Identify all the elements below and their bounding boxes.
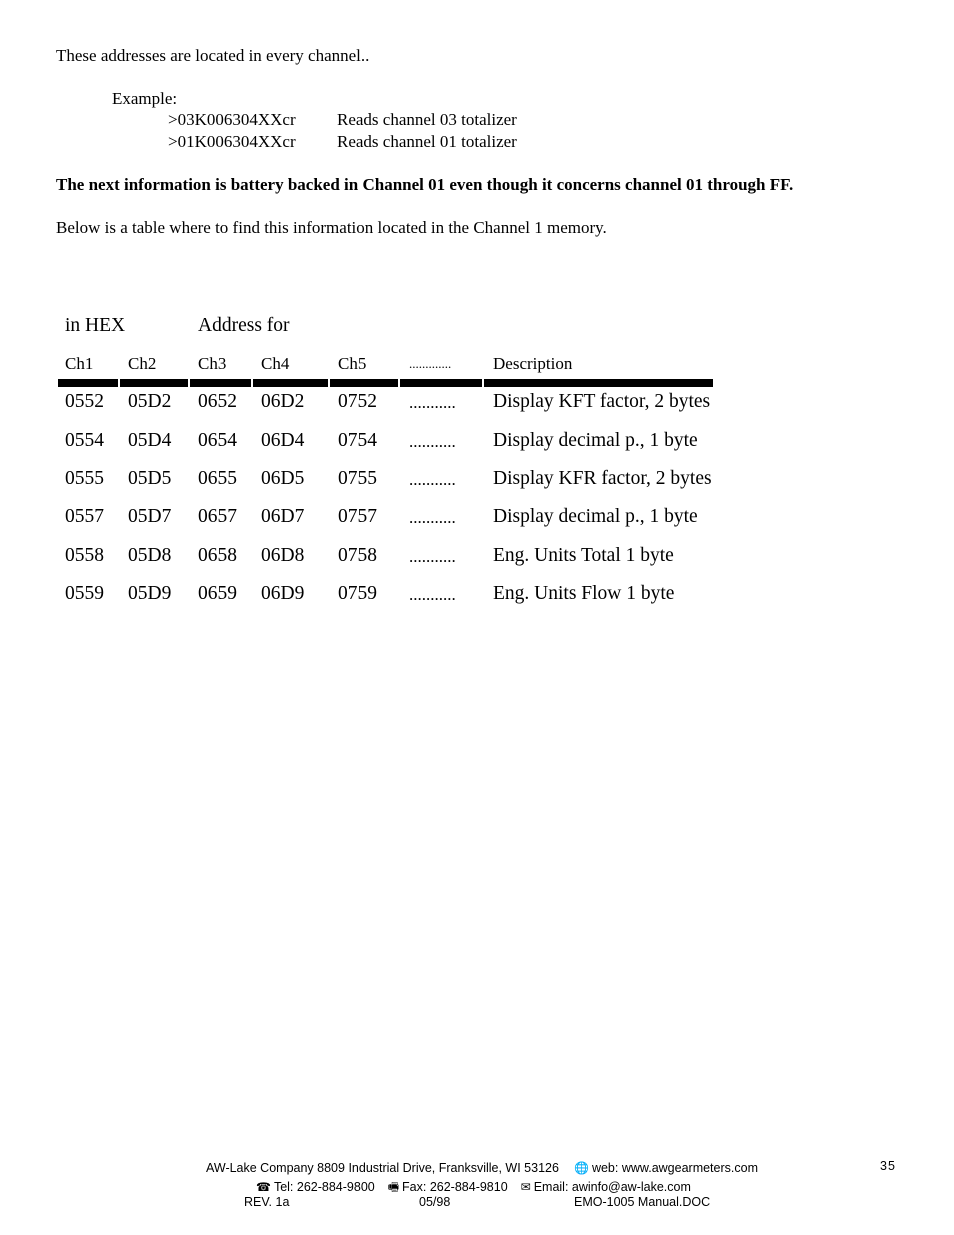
cell-ch1: 0552 (65, 391, 104, 412)
cell-ch4: 06D4 (261, 430, 305, 451)
cell-ch3: 0655 (198, 468, 237, 489)
intro-text: These addresses are located in every channel.. (56, 46, 370, 65)
header-rule (330, 379, 398, 387)
footer-tel: Tel: 262-884-9800 (273, 1180, 375, 1194)
globe-icon: 🌐 (574, 1161, 589, 1175)
cell-ch2: 05D2 (128, 391, 172, 412)
cell-ch5: 0757 (338, 506, 377, 527)
header-rule (253, 379, 328, 387)
cell-ch4: 06D7 (261, 506, 305, 527)
cell-ch3: 0652 (198, 391, 237, 412)
footer-web (574, 1161, 758, 1175)
cell-ch4: 06D8 (261, 545, 305, 566)
cell-dots: ........... (409, 547, 456, 566)
cell-ch3: 0658 (198, 545, 237, 566)
header-description: Description (493, 354, 573, 373)
header-rule (400, 379, 482, 387)
cell-ch5: 0758 (338, 545, 377, 566)
header-rule (58, 379, 118, 387)
email-icon: ✉ (520, 1180, 531, 1194)
cell-ch2: 05D5 (128, 468, 172, 489)
cell-dots: ........... (409, 393, 456, 412)
example-command-1: >03K006304XXcr (168, 110, 296, 129)
example-label: Example: (112, 89, 178, 108)
cell-ch1: 0559 (65, 583, 104, 604)
cell-dots: ........... (409, 508, 456, 527)
cell-ch3: 0659 (198, 583, 237, 604)
group-header-in-hex: in HEX (65, 315, 126, 336)
cell-ch3: 0654 (198, 430, 237, 451)
cell-ch2: 05D8 (128, 545, 172, 566)
footer-date: 05/98 (419, 1195, 451, 1209)
cell-ch5: 0759 (338, 583, 377, 604)
cell-ch4: 06D5 (261, 468, 305, 489)
cell-ch1: 0555 (65, 468, 104, 489)
cell-ch1: 0557 (65, 506, 104, 527)
cell-ch4: 06D9 (261, 583, 305, 604)
cell-ch3: 0657 (198, 506, 237, 527)
header-dots: ............. (409, 356, 452, 371)
telephone-icon: ☎ (256, 1180, 271, 1194)
footer-fax: Fax: 262-884-9810 (402, 1180, 508, 1194)
cell-description: Eng. Units Flow 1 byte (493, 583, 675, 604)
battery-note: The next information is battery backed in Channel 01 even though it concerns channel 01 through FF. (56, 175, 794, 194)
cell-ch2: 05D9 (128, 583, 172, 604)
header-rule (484, 379, 713, 387)
cell-ch5: 0752 (338, 391, 377, 412)
cell-dots: ........... (409, 470, 456, 489)
cell-description: Display decimal p., 1 byte (493, 506, 698, 527)
header-ch1: Ch1 (65, 354, 94, 373)
header-ch2: Ch2 (128, 354, 157, 373)
page-number: 35 (880, 1159, 896, 1173)
header-ch5: Ch5 (338, 354, 367, 373)
cell-ch1: 0554 (65, 430, 104, 451)
fax-icon: 🖷 (387, 1180, 400, 1194)
footer-company: AW-Lake Company 8809 Industrial Drive, Franksville, WI 53126 (206, 1161, 559, 1175)
footer-web-text: web: www.awgearmeters.com (591, 1161, 758, 1175)
cell-ch4: 06D2 (261, 391, 305, 412)
group-header-address-for: Address for (198, 315, 290, 336)
header-rule (190, 379, 251, 387)
cell-ch2: 05D4 (128, 430, 172, 451)
example-description-2: Reads channel 01 totalizer (337, 132, 517, 151)
header-rule (120, 379, 188, 387)
header-ch4: Ch4 (261, 354, 290, 373)
cell-description: Display KFT factor, 2 bytes (493, 391, 711, 412)
cell-ch5: 0755 (338, 468, 377, 489)
cell-ch5: 0754 (338, 430, 377, 451)
footer-revision: REV. 1a (244, 1195, 290, 1209)
cell-dots: ........... (409, 432, 456, 451)
header-ch3: Ch3 (198, 354, 227, 373)
footer-email: Email: awinfo@aw-lake.com (533, 1180, 691, 1194)
cell-description: Eng. Units Total 1 byte (493, 545, 674, 566)
cell-ch2: 05D7 (128, 506, 172, 527)
footer-document-name: EMO-1005 Manual.DOC (574, 1195, 711, 1209)
cell-ch1: 0558 (65, 545, 104, 566)
cell-description: Display KFR factor, 2 bytes (493, 468, 712, 489)
cell-description: Display decimal p., 1 byte (493, 430, 698, 451)
cell-dots: ........... (409, 585, 456, 604)
example-description-1: Reads channel 03 totalizer (337, 110, 517, 129)
table-intro: Below is a table where to find this information located in the Channel 1 memory. (56, 218, 607, 237)
example-command-2: >01K006304XXcr (168, 132, 296, 151)
